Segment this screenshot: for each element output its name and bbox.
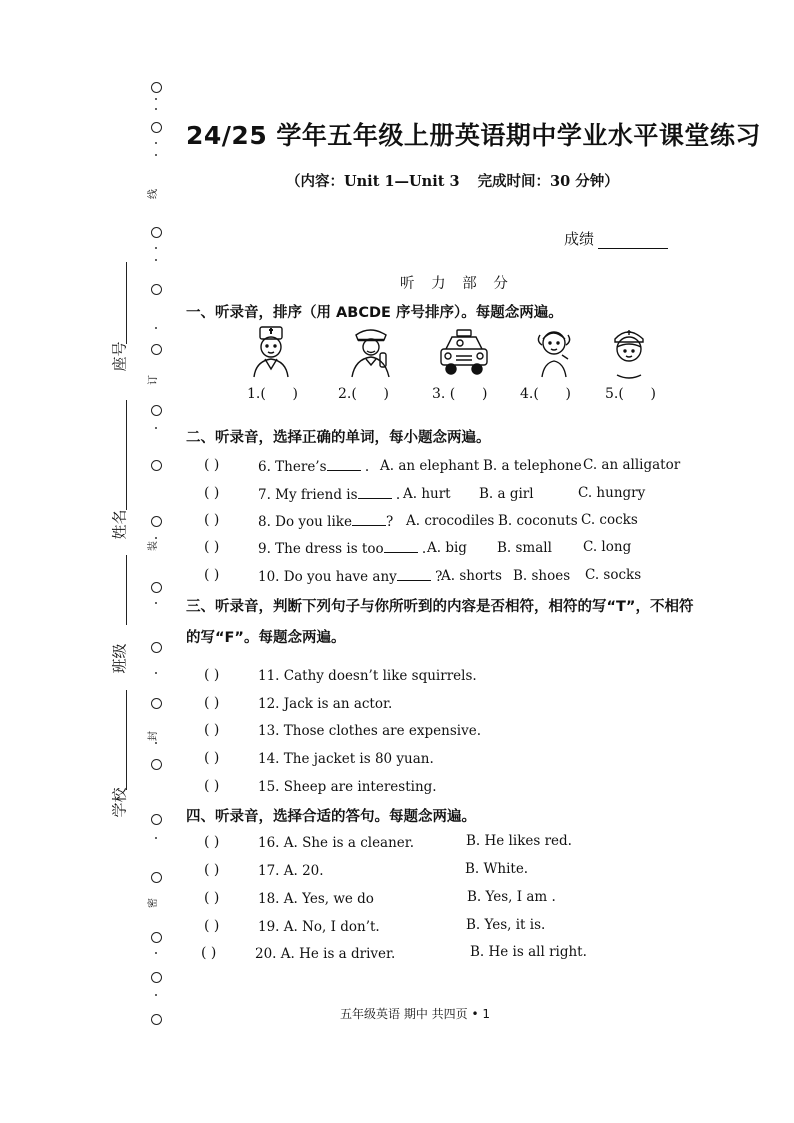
binding-circle: [151, 344, 162, 355]
judgement-statement: 15. Sheep are interesting.: [258, 779, 437, 795]
score-field: [564, 228, 668, 249]
answer-paren[interactable]: ( ): [204, 834, 220, 850]
binding-circle: [151, 405, 162, 416]
option-b: B. He is all right.: [470, 944, 587, 960]
answer-paren[interactable]: ( ): [204, 750, 220, 766]
nurse-icon: [603, 325, 655, 379]
answer-paren[interactable]: ( ): [204, 457, 220, 473]
option-c: C. hungry: [578, 485, 646, 501]
page-footer: 五年级英语 期中 共四页 • 1: [340, 1007, 490, 1021]
option-c: C. long: [583, 539, 632, 555]
option-b: B. Yes, it is.: [466, 917, 546, 933]
binding-circle: [151, 1014, 162, 1025]
binding-dotted-line: [151, 82, 163, 1027]
answer-paren[interactable]: ( ): [204, 778, 220, 794]
answer-paren[interactable]: ( ): [204, 722, 220, 738]
binding-circle: [151, 698, 162, 709]
option-b: B. Yes, I am .: [467, 889, 556, 905]
binding-circle: [151, 582, 162, 593]
judgement-statement: 13. Those clothes are expensive.: [258, 723, 481, 739]
option-a: 16. A. She is a cleaner.: [258, 835, 415, 851]
class-label: 班级: [110, 643, 129, 674]
option-a: A. hurt: [403, 486, 451, 502]
binding-circle: [151, 642, 162, 653]
answer-paren[interactable]: ( ): [204, 539, 220, 555]
option-a: 17. A. 20.: [258, 863, 324, 879]
time-limit: 完成时间：30 分钟）: [477, 173, 619, 190]
score-label: 成绩: [564, 230, 595, 248]
question-stem: 10. Do you have any ?: [258, 569, 443, 585]
answer-paren[interactable]: ( ): [204, 512, 220, 528]
name-field-line[interactable]: [126, 400, 127, 510]
option-b: B. small: [497, 540, 552, 556]
answer-paren[interactable]: ( ): [204, 890, 220, 906]
name-label: 姓名: [110, 509, 129, 540]
question-stem: 7. My friend is .: [258, 487, 401, 503]
answer-blank: [358, 486, 392, 499]
answer-blank: [327, 458, 361, 471]
option-c: C. an alligator: [583, 457, 681, 473]
question-stem: 6. There’s .: [258, 459, 370, 475]
binding-circle: [151, 872, 162, 883]
binding-circle: [151, 932, 162, 943]
option-a: 20. A. He is a driver.: [255, 946, 396, 962]
order-answer-1[interactable]: 1.( ): [247, 386, 298, 402]
option-b: B. He likes red.: [466, 833, 572, 849]
judgement-statement: 11. Cathy doesn’t like squirrels.: [258, 668, 477, 684]
seal-char: 封: [148, 731, 159, 741]
question-stem: 9. The dress is too .: [258, 541, 427, 557]
seat-label: 座号: [110, 341, 129, 372]
answer-paren[interactable]: ( ): [201, 945, 217, 961]
answer-paren[interactable]: ( ): [204, 667, 220, 683]
binding-circle: [151, 516, 162, 527]
section3-title: 三、听录音，判断下列句子与你所听到的内容是否相符，相符的写“T”，不相符的写“F”。每题念两遍。: [186, 599, 694, 646]
question-stem: 8. Do you like ?: [258, 514, 394, 530]
taxi-driver-icon: [438, 325, 490, 379]
judgement-statement: 12. Jack is an actor.: [258, 696, 393, 712]
judgement-statement: 14. The jacket is 80 yuan.: [258, 751, 434, 767]
content-scope: （内容：Unit 1—Unit 3: [286, 173, 460, 190]
option-b: B. a telephone: [483, 458, 582, 474]
binding-circle: [151, 227, 162, 238]
doctor-icon: [246, 325, 298, 379]
order-answer-2[interactable]: 2.( ): [338, 386, 389, 402]
answer-paren[interactable]: ( ): [204, 918, 220, 934]
option-a: 18. A. Yes, we do: [258, 891, 374, 907]
seal-char: 订: [148, 375, 159, 385]
answer-blank: [352, 513, 386, 526]
option-c: C. cocks: [581, 512, 638, 528]
seal-char: 密: [148, 898, 159, 908]
seal-char: 装: [148, 541, 159, 551]
answer-blank: [384, 540, 418, 553]
section1-title: 一、听录音，排序（用 ABCDE 序号排序）。每题念两遍。: [186, 305, 563, 321]
option-b: B. coconuts: [498, 513, 578, 529]
listening-part-heading: 听 力 部 分: [400, 276, 514, 292]
seat-field-line[interactable]: [126, 262, 127, 344]
score-blank[interactable]: [598, 234, 668, 249]
order-answer-4[interactable]: 4.( ): [520, 386, 571, 402]
option-a: A. crocodiles: [406, 513, 495, 529]
section2-title: 二、听录音，选择正确的单词，每小题念两遍。: [186, 430, 491, 446]
exam-info: [286, 170, 637, 191]
section4-title: 四、听录音，选择合适的答句。每题念两遍。: [186, 809, 476, 825]
binding-circle: [151, 759, 162, 770]
school-label: 学校: [110, 787, 129, 818]
binding-circle: [151, 814, 162, 825]
binding-circle: [151, 284, 162, 295]
page-title: 24/25 学年五年级上册英语期中学业水平课堂练习: [186, 121, 761, 150]
order-answer-5[interactable]: 5.( ): [605, 386, 656, 402]
answer-paren[interactable]: ( ): [204, 695, 220, 711]
binding-circle: [151, 122, 162, 133]
option-b: B. a girl: [479, 486, 534, 502]
girl-icon: [530, 325, 582, 379]
option-b: B. White.: [465, 861, 529, 877]
police-officer-icon: [346, 325, 398, 379]
school-field-line[interactable]: [126, 690, 127, 790]
answer-blank: [397, 568, 431, 581]
answer-paren[interactable]: ( ): [204, 485, 220, 501]
seal-char: 线: [148, 189, 159, 199]
option-c: C. socks: [585, 567, 642, 583]
option-a: 19. A. No, I don’t.: [258, 919, 380, 935]
option-b: B. shoes: [513, 568, 571, 584]
binding-circle: [151, 460, 162, 471]
option-a: A. an elephant: [380, 458, 480, 474]
option-a: A. big: [427, 540, 467, 556]
order-answer-3[interactable]: 3. ( ): [432, 386, 488, 402]
answer-paren[interactable]: ( ): [204, 567, 220, 583]
answer-paren[interactable]: ( ): [204, 862, 220, 878]
class-field-line[interactable]: [126, 555, 127, 625]
binding-circle: [151, 972, 162, 983]
option-a: A. shorts: [441, 568, 502, 584]
binding-circle: [151, 82, 162, 93]
